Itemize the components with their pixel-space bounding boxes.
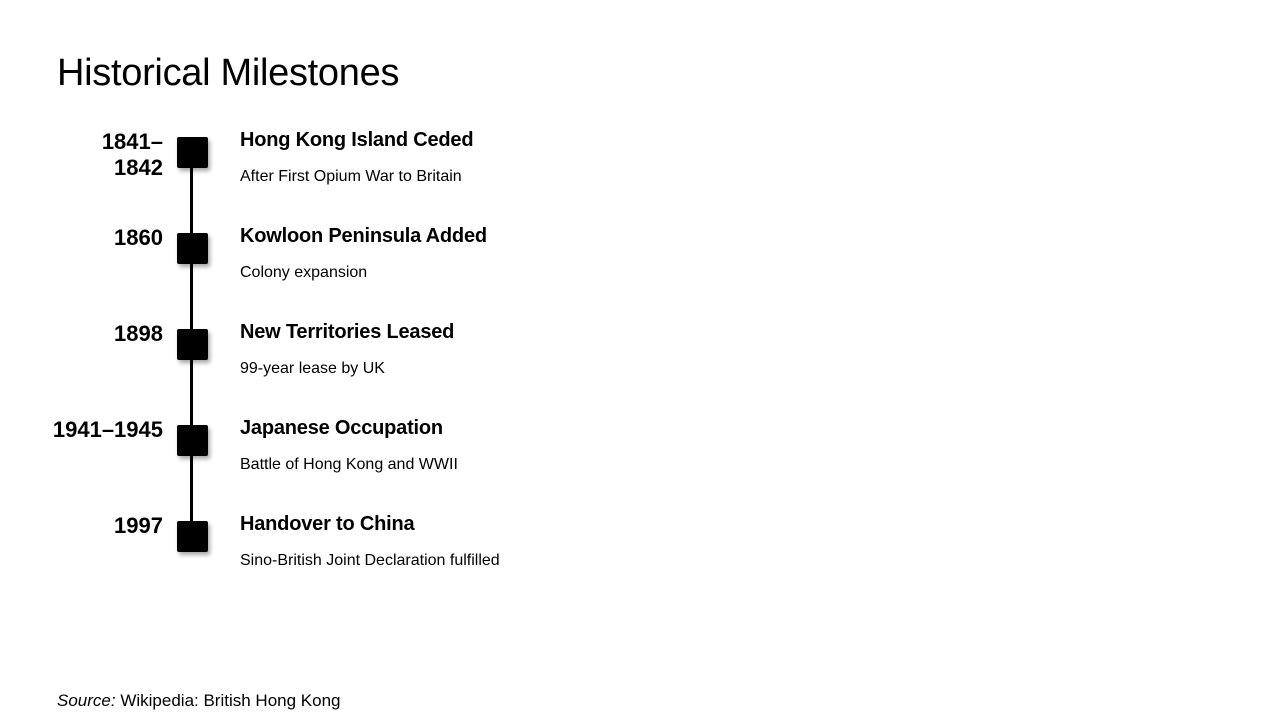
event-year: 1860 bbox=[114, 225, 163, 250]
source-note bbox=[57, 690, 341, 712]
timeline-event-1841 bbox=[0, 129, 1280, 219]
timeline-event-1941 bbox=[0, 417, 1280, 507]
page-title: Historical Milestones bbox=[57, 52, 400, 94]
event-description: Colony expansion bbox=[240, 264, 368, 281]
event-description: After First Opium War to Britain bbox=[240, 168, 462, 185]
event-year: 1941–1945 bbox=[52, 417, 163, 442]
event-title: Kowloon Peninsula Added bbox=[240, 225, 487, 247]
timeline-event-1860 bbox=[0, 225, 1280, 315]
event-description: Battle of Hong Kong and WWII bbox=[240, 456, 458, 473]
event-year: 1841– 1842 bbox=[101, 129, 163, 180]
event-title: Japanese Occupation bbox=[240, 417, 443, 439]
event-year: 1898 bbox=[114, 321, 163, 346]
event-description: Sino-British Joint Declaration fulfilled bbox=[240, 552, 500, 569]
source-text: Wikipedia: British Hong Kong bbox=[120, 691, 341, 710]
event-marker bbox=[177, 425, 208, 456]
timeline-event-1997 bbox=[0, 513, 1280, 603]
event-title: Hong Kong Island Ceded bbox=[240, 129, 474, 151]
event-marker bbox=[177, 137, 208, 168]
event-title: New Territories Leased bbox=[240, 321, 455, 343]
event-description: 99-year lease by UK bbox=[240, 360, 385, 377]
event-year: 1997 bbox=[114, 513, 163, 538]
event-marker bbox=[177, 329, 208, 360]
event-title: Handover to China bbox=[240, 513, 415, 535]
timeline-event-1898 bbox=[0, 321, 1280, 411]
source-label: Source: bbox=[57, 691, 116, 710]
event-marker bbox=[177, 233, 208, 264]
event-marker bbox=[177, 521, 208, 552]
